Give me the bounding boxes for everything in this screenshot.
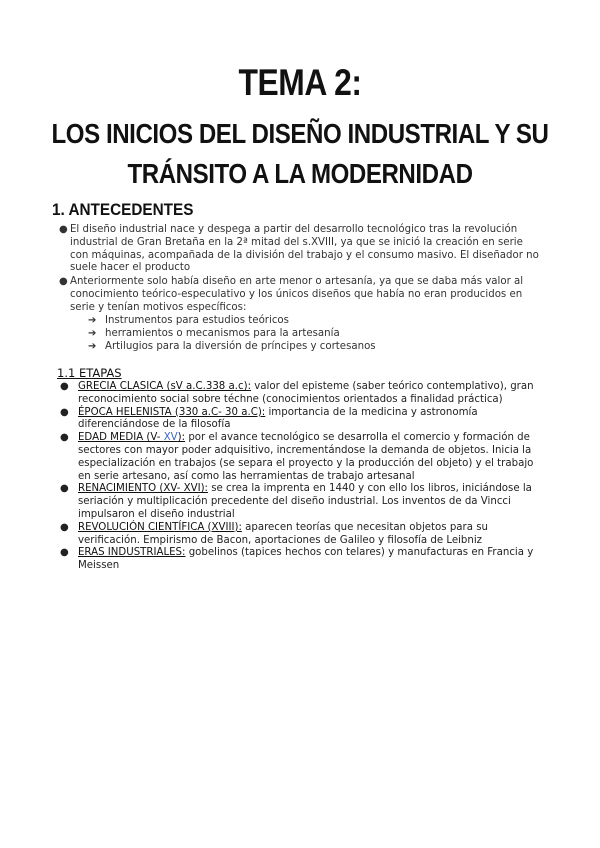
sub-list-item (0, 341, 600, 354)
list-item (0, 407, 600, 433)
arrow-right-icon: ➔ (88, 327, 97, 339)
bullet-icon: ● (60, 547, 69, 559)
period-name: REVOLUCIÓN CIENTÍFICA (XVIII): (78, 521, 242, 533)
bullet-icon: ● (59, 224, 68, 235)
arrow-right-icon: ➔ (88, 340, 97, 352)
period-description: aparecen teorías que necesitan objetos para su verificación. Empirismo de Bacon, aportaciones de Galileo y filosofía de Leibniz (78, 521, 488, 546)
section-heading-etapas: 1.1 ETAPAS (57, 366, 122, 380)
bullet-icon: ● (60, 521, 69, 533)
sub-list-item-text: herramientos o mecanismos para la artesanía (105, 327, 340, 339)
period-description: se crea la imprenta en 1440 y con ello los libros, iniciándose la seriación y multiplicación precedente del diseño industrial. Los inventos de da Vincci impulsaron el diseño industrial (78, 483, 532, 520)
list-item (0, 381, 600, 407)
sub-list-item (0, 328, 600, 341)
period-name: RENACIMIENTO (XV- XVI): (78, 483, 208, 495)
arrow-right-icon: ➔ (88, 315, 97, 326)
period-name: ERAS INDUSTRIALES: (78, 547, 186, 559)
list-item (0, 522, 600, 548)
page-subtitle-line1: LOS INICIOS DEL DISEÑO INDUSTRIAL Y SU (51, 118, 549, 149)
period-name-link: XV (163, 432, 178, 444)
antecedentes-list (0, 224, 600, 315)
page-title: TEMA 2: (238, 62, 362, 103)
period-name: ÉPOCA HELENISTA (330 a.C- 30 a.C): (78, 406, 266, 418)
list-item-text: El diseño industrial nace y despega a partir del desarrollo tecnológico tras la revolución industrial de Gran Bretaña en la 2ª mitad del s.XVIII, ya que se inició la creación en serie con máquinas, acompañada de la división del trabajo y el consumo masivo. El diseñador no suele hacer el producto (70, 224, 539, 274)
list-item (0, 432, 600, 483)
sub-list-item (0, 315, 600, 328)
period-description: valor del episteme (saber teórico contemplativo), gran reconocimiento social sobre téchne (conocimientos orientados a finalidad práctica) (78, 381, 534, 405)
list-item (0, 547, 600, 573)
bullet-icon: ● (60, 406, 69, 418)
list-item (0, 483, 600, 521)
bullet-icon: ● (60, 483, 69, 495)
bullet-icon: ● (60, 381, 69, 392)
period-name-part: ): (177, 432, 186, 444)
period-name: GRECIA CLASICA (sV a.C.338 a.c): (78, 381, 252, 392)
period-description: importancia de la medicina y astronomía diferenciándose de la filosofía (78, 406, 478, 431)
period-description: por el avance tecnológico se desarrolla el comercio y formación de sectores con mayor poder adquisitivo, incrementándose la demanda de objetos. Inicia la especialización en trabajos (se separa el proyecto y la producción del objeto) y el trabajo en serie artesano, así como las herramientas de trabajo artesanal (78, 432, 534, 482)
bullet-icon: ● (60, 432, 69, 444)
page-subtitle-line2: TRÁNSITO A LA MODERNIDAD (127, 158, 473, 189)
sub-list-item-text: Instrumentos para estudios teóricos (105, 315, 289, 326)
bullet-icon: ● (59, 276, 68, 288)
list-item-text: Anteriormente solo había diseño en arte menor o artesanía, ya que se daba más valor al conocimiento teórico-especulativo y los únicos diseños que había no eran producidos en serie y tenían motivos específicos: (70, 276, 524, 313)
list-item (0, 224, 600, 275)
period-description: gobelinos (tapices hechos con telares) y manufacturas en Francia y Meissen (78, 547, 534, 572)
period-name-part: EDAD MEDIA (V- (78, 432, 164, 444)
etapas-list (0, 381, 600, 573)
sub-list-item-text: Artilugios para la diversión de príncipes y cortesanos (105, 340, 376, 352)
section-heading-antecedentes: 1. ANTECEDENTES (52, 200, 194, 219)
period-name (78, 432, 185, 443)
sub-list (0, 315, 600, 353)
list-item (0, 276, 600, 314)
